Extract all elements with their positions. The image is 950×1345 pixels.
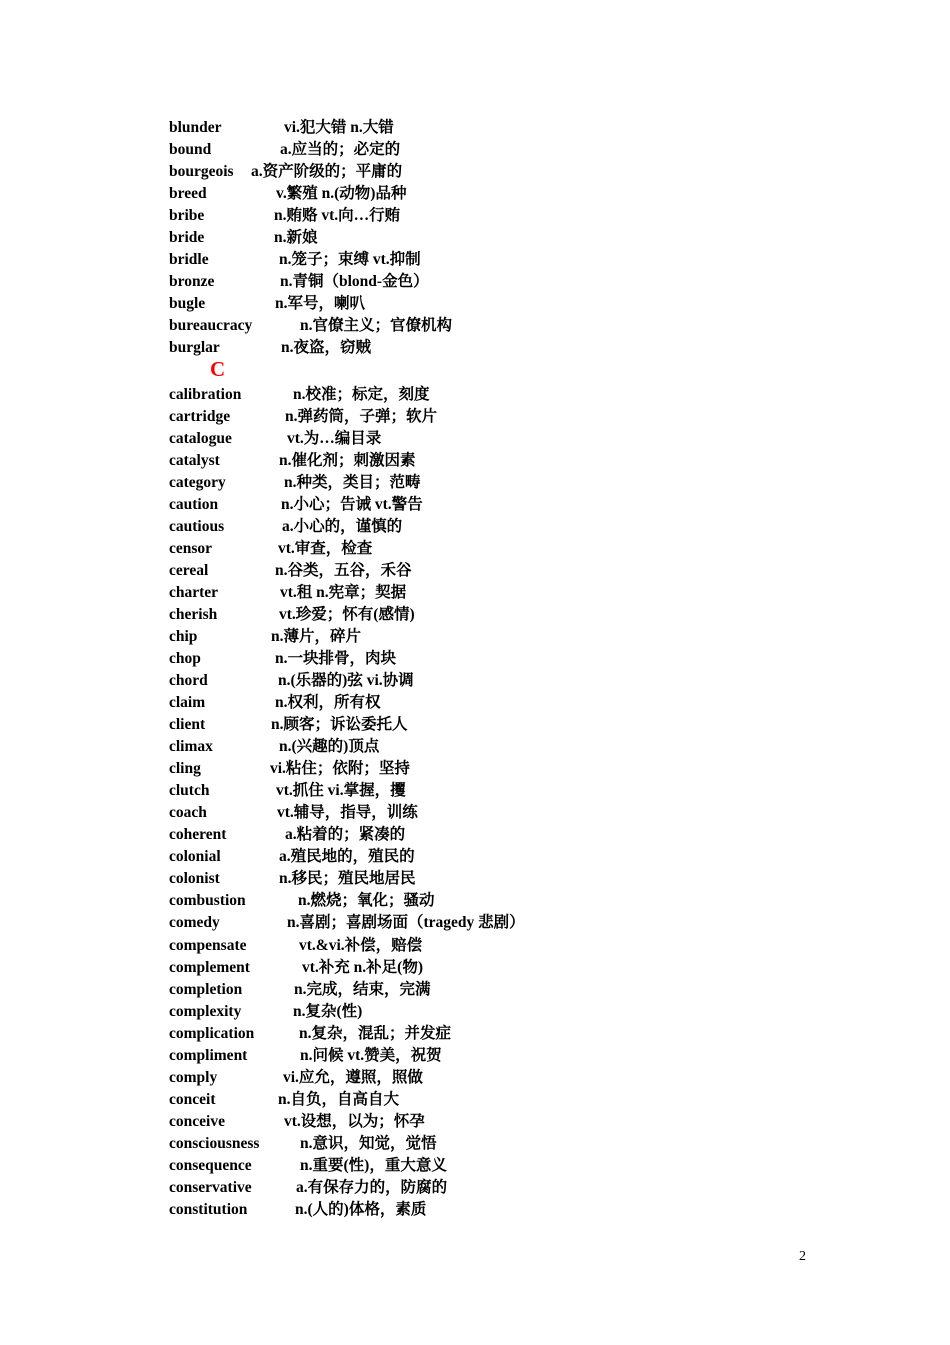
entry-word: consciousness — [169, 1135, 260, 1152]
entry-word: calibration — [169, 386, 242, 403]
entry-definition: n.自负，自高自大 — [278, 1091, 399, 1108]
entry-definition: a.小心的，谨慎的 — [282, 518, 403, 535]
entry-word: chop — [169, 650, 201, 667]
entry-word: cartridge — [169, 408, 231, 425]
entry-word: bugle — [169, 295, 206, 312]
entry-word: colonial — [169, 848, 221, 865]
entry-word: completion — [169, 981, 243, 998]
entry-definition: vt.为…编目录 — [287, 430, 382, 447]
entry-definition: n.完成，结束，完满 — [294, 981, 431, 998]
entry-definition: n.谷类，五谷，禾谷 — [275, 562, 412, 579]
entry-definition: n.夜盗，窃贼 — [281, 339, 371, 356]
entry-word: coach — [169, 804, 207, 821]
entry-definition: a.资产阶级的；平庸的 — [251, 163, 403, 180]
entry-word: charter — [169, 584, 219, 601]
entry-word: bribe — [169, 207, 205, 224]
entry-word: blunder — [169, 119, 222, 136]
entry-word: category — [169, 474, 226, 491]
entry-definition: n.青铜（blond-金色） — [280, 273, 429, 290]
entry-definition: n.复杂，混乱；并发症 — [299, 1025, 451, 1042]
entry-word: bureaucracy — [169, 317, 253, 334]
entry-definition: n.小心；告诫 vt.警告 — [281, 496, 423, 513]
entry-definition: n.意识，知觉，觉悟 — [300, 1135, 437, 1152]
entry-definition: vt.租 n.宪章；契据 — [280, 584, 407, 601]
entry-word: client — [169, 716, 206, 733]
entry-word: catalogue — [169, 430, 232, 447]
entry-word: complement — [169, 959, 250, 976]
entry-word: bridle — [169, 251, 209, 268]
entry-definition: n.校准；标定，刻度 — [293, 386, 430, 403]
entry-definition: n.燃烧；氧化；骚动 — [298, 892, 435, 909]
entry-definition: n.重要(性)，重大意义 — [300, 1157, 447, 1174]
entry-word: caution — [169, 496, 219, 513]
entry-definition: vt.珍爱；怀有(感情) — [279, 606, 415, 623]
entry-definition: n.催化剂；刺激因素 — [279, 452, 416, 469]
entry-word: climax — [169, 738, 213, 755]
page-number: 2 — [799, 1249, 806, 1264]
entry-word: complexity — [169, 1003, 242, 1020]
entry-definition: a.殖民地的，殖民的 — [279, 848, 415, 865]
entry-word: cling — [169, 760, 201, 777]
entry-definition: vt.&vi.补偿，赔偿 — [299, 937, 423, 954]
entry-definition: vi.粘住；依附；坚持 — [270, 760, 410, 777]
entry-definition: n.喜剧；喜剧场面（tragedy 悲剧） — [287, 914, 525, 931]
entry-word: compliment — [169, 1047, 248, 1064]
entry-word: cereal — [169, 562, 209, 579]
entry-word: breed — [169, 185, 207, 202]
entry-word: bound — [169, 141, 212, 158]
entry-word: comedy — [169, 914, 220, 931]
entry-definition: vt.抓住 vi.掌握，攫 — [276, 782, 406, 799]
entry-definition: vt.补充 n.补足(物) — [302, 959, 423, 976]
entry-definition: n.(乐器的)弦 vi.协调 — [278, 672, 414, 689]
entry-definition: n.(人的)体格，素质 — [295, 1201, 427, 1218]
entry-definition: n.官僚主义；官僚机构 — [300, 317, 452, 334]
entry-definition: n.权利，所有权 — [275, 694, 381, 711]
entry-definition: a.有保存力的，防腐的 — [296, 1179, 448, 1196]
entry-word: consequence — [169, 1157, 252, 1174]
entry-word: catalyst — [169, 452, 220, 469]
entry-word: bride — [169, 229, 205, 246]
entry-definition: n.移民；殖民地居民 — [279, 870, 416, 887]
entry-word: colonist — [169, 870, 220, 887]
entry-word: constitution — [169, 1201, 248, 1218]
entry-definition: vi.应允，遵照，照做 — [283, 1069, 423, 1086]
entry-word: cherish — [169, 606, 218, 623]
section-letter-c: C — [210, 357, 226, 381]
entry-definition: n.军号，喇叭 — [275, 295, 365, 312]
entry-definition: a.粘着的；紧凑的 — [285, 826, 406, 843]
entry-definition: n.弹药筒，子弹；软片 — [285, 408, 437, 425]
entry-word: clutch — [169, 782, 210, 799]
entry-definition: v.繁殖 n.(动物)品种 — [276, 185, 407, 202]
entry-definition: vi.犯大错 n.大错 — [284, 119, 394, 136]
entry-word: combustion — [169, 892, 246, 909]
entry-word: chip — [169, 628, 198, 645]
entry-definition: vt.设想，以为；怀孕 — [284, 1113, 425, 1130]
entry-word: compensate — [169, 937, 247, 954]
entry-word: conservative — [169, 1179, 252, 1196]
entry-definition: n.贿赂 vt.向…行贿 — [274, 207, 401, 224]
entry-definition: a.应当的；必定的 — [280, 141, 401, 158]
entry-definition: n.笼子；束缚 vt.抑制 — [279, 251, 421, 268]
entry-definition: n.种类，类目；范畴 — [284, 474, 421, 491]
entry-definition: vt.辅导，指导，训练 — [277, 804, 418, 821]
entry-definition: n.复杂(性) — [293, 1003, 363, 1020]
entry-word: comply — [169, 1069, 218, 1086]
entry-word: censor — [169, 540, 213, 557]
entry-word: coherent — [169, 826, 227, 843]
entry-definition: n.(兴趣的)顶点 — [279, 738, 380, 755]
entry-definition: n.问候 vt.赞美，祝贺 — [300, 1047, 442, 1064]
entry-definition: n.薄片，碎片 — [271, 628, 361, 645]
entry-word: bronze — [169, 273, 215, 290]
entry-word: complication — [169, 1025, 255, 1042]
entry-definition: n.新娘 — [274, 229, 318, 246]
entry-word: burglar — [169, 339, 220, 356]
entry-word: cautious — [169, 518, 225, 535]
entry-word: bourgeois — [169, 163, 234, 180]
entry-word: claim — [169, 694, 206, 711]
entry-definition: n.顾客；诉讼委托人 — [271, 716, 408, 733]
entry-definition: vt.审查，检查 — [278, 540, 373, 557]
entry-definition: n.一块排骨，肉块 — [275, 650, 396, 667]
entry-word: chord — [169, 672, 208, 689]
entry-word: conceit — [169, 1091, 216, 1108]
entry-word: conceive — [169, 1113, 225, 1130]
